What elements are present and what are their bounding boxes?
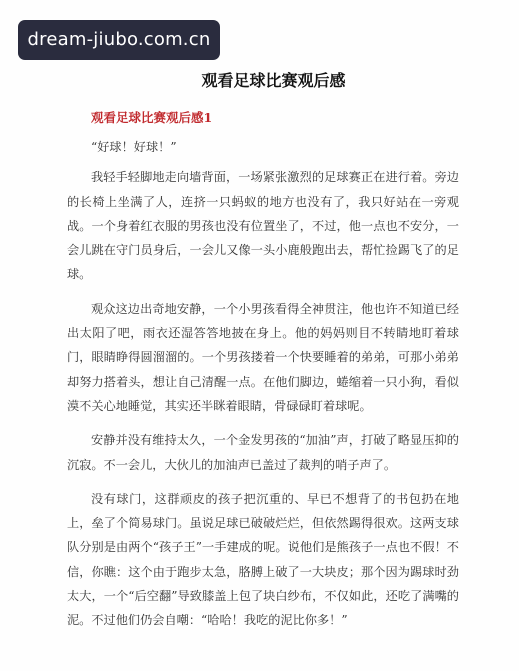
article-body (67, 135, 459, 643)
paragraph: 安静并没有维持太久，一个金发男孩的“加油”声，打破了略显压抑的沉寂。不一会儿，大伙儿的加油声已盖过了裁判的哨子声了。 (67, 433, 459, 472)
paragraph: 没有球门，这群顽皮的孩子把沉重的、早已不想背了的书包扔在地上，垒了个简易球门。虽说足球已破破烂烂，但依然踢得很欢。这两支球队分别是由两个“孩子王”一手建成的呢。说他们是熊孩子一点也不假！不信，你瞧：这个由于跑步太急，胳膊上破了一大块皮；那个因为踢球时劲太大，一个“后空翻”导致膝盖上包了块白纱布，不仅如此，还吃了满嘴的泥。不过他们仍会自嘲：“哈哈！我吃的泥比你多！” (67, 491, 459, 628)
paragraph: “好球！好球！” (91, 140, 177, 154)
page-title: 观看足球比赛观后感 (201, 71, 346, 90)
section-subtitle: 观看足球比赛观后感1 (91, 110, 213, 125)
paragraph: 观众这边出奇地安静，一个小男孩看得全神贯注，他也许不知道已经出太阳了吧，雨衣还湿答答地披在身上。他的妈妈则目不转睛地盯着球门，眼睛睁得圆溜溜的。一个男孩搂着一个快要睡着的弟弟，可那小弟弟却努力搭着头，想让自己清醒一点。在他们脚边，蜷缩着一只小狗，看似漠不关心地睡觉，其实还半眯着眼睛，骨碌碌盯着球呢。 (67, 301, 459, 413)
watermark-badge[interactable]: dream-jiubo.com.cn (18, 20, 220, 60)
paragraph: 我轻手轻脚地走向墙背面，一场紧张激烈的足球赛正在进行着。旁边的长椅上坐满了人，连挤一只蚂蚁的地方也没有了，我只好站在一旁观战。一个身着红衣服的男孩也没有位置坐了，不过，他一点也不安分，一会儿跳在守门员身后，一会儿又像一头小鹿般跑出去，帮忙捡踢飞了的足球。 (67, 170, 459, 282)
